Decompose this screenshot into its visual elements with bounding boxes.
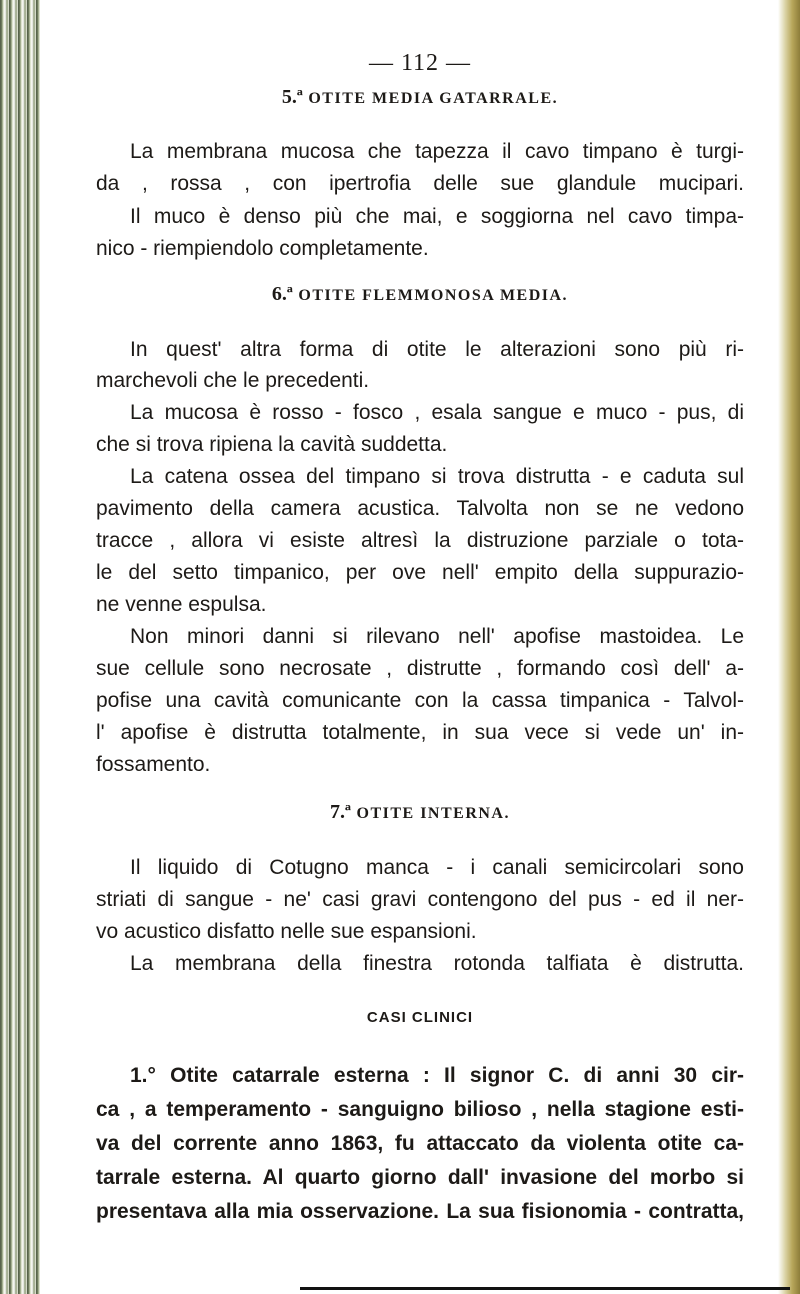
text-line: pofise una cavità comunicante con la cassa timpanica - Talvol-: [96, 689, 744, 712]
text-line: Il muco è denso più che mai, e soggiorna nel cavo timpa-: [130, 205, 744, 228]
text-line: Il liquido di Cotugno manca - i canali semicircolari sono: [130, 856, 744, 879]
section-number: 5.ª: [281, 86, 303, 108]
text-line: l' apofise è distrutta totalmente, in sua vece si vede un' in-: [96, 721, 744, 744]
text-line: ca , a temperamento - sanguigno bilioso , nella stagione esti-: [96, 1098, 744, 1121]
text-line: 1.° Otite catarrale esterna : Il signor C. di anni 30 cir-: [130, 1064, 744, 1087]
text-line: pavimento della camera acustica. Talvolta non se ne vedono: [96, 497, 744, 520]
text-line: ne venne espulsa.: [96, 593, 267, 616]
text-line: sue cellule sono necrosate , distrutte , formando così dell' a-: [96, 657, 744, 680]
text-line: La membrana della finestra rotonda talfiata è distrutta.: [130, 952, 744, 975]
clinical-cases-heading: CASI CLINICI: [366, 1009, 474, 1026]
page-number: — 112 —: [368, 50, 472, 76]
text-line: Non minori danni si rilevano nell' apofise mastoidea. Le: [130, 625, 744, 648]
text-line: che si trova ripiena la cavità suddetta.: [96, 433, 448, 456]
section-title: OTITE FLEMMONOSA MEDIA.: [298, 287, 569, 304]
section-number: 6.ª: [271, 283, 293, 305]
text-line: presentava alla mia osservazione. La sua fisionomia - contratta,: [96, 1200, 744, 1223]
page-edge-right: [778, 0, 800, 1294]
text-line: tracce , allora vi esiste altresì la distruzione parziale o tota-: [96, 529, 744, 552]
section-heading-6: [96, 283, 744, 306]
section-title: OTITE MEDIA GATARRALE.: [308, 90, 559, 107]
section-heading-7: [96, 801, 744, 824]
book-page: [96, 0, 744, 1294]
text-line: La catena ossea del timpano si trova distrutta - e caduta sul: [130, 465, 744, 488]
section-heading-5: [96, 86, 744, 109]
text-line: striati di sangue - ne' casi gravi contengono del pus - ed il ner-: [96, 888, 744, 911]
binding-shadow-left: [0, 0, 40, 1294]
text-line: tarrale esterna. Al quarto giorno dall' invasione del morbo si: [96, 1166, 744, 1189]
text-line: La membrana mucosa che tapezza il cavo timpano è turgi-: [130, 140, 744, 163]
text-line: nico - riempiendolo completamente.: [96, 237, 429, 260]
text-line: vo acustico disfatto nelle sue espansioni.: [96, 920, 477, 943]
text-line: le del setto timpanico, per ove nell' empito della suppurazio-: [96, 561, 744, 584]
text-line: marchevoli che le precedenti.: [96, 369, 370, 392]
text-line: La mucosa è rosso - fosco , esala sangue e muco - pus, di: [130, 401, 744, 424]
text-line: va del corrente anno 1863, fu attaccato da violenta otite ca-: [96, 1132, 744, 1155]
section-number: 7.ª: [330, 801, 351, 823]
text-line: fossamento.: [96, 753, 211, 776]
text-line: In quest' altra forma di otite le alterazioni sono più ri-: [130, 338, 744, 361]
section-title: OTITE INTERNA.: [356, 805, 510, 822]
text-line: da , rossa , con ipertrofia delle sue glandule mucipari.: [96, 172, 744, 195]
